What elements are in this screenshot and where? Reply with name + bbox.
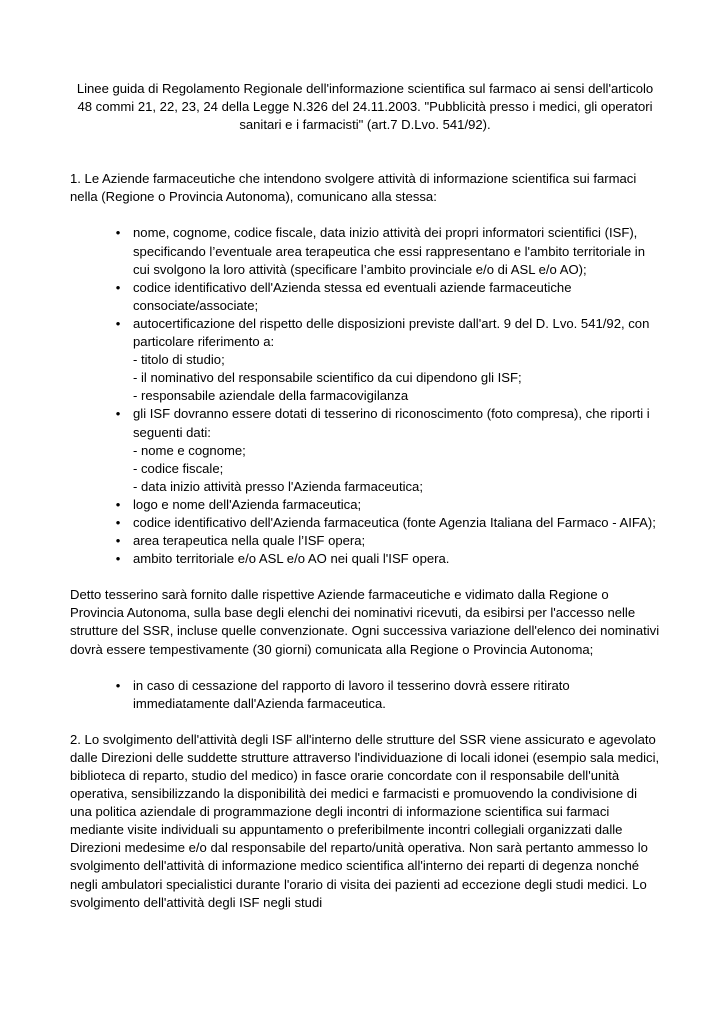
document-body [70, 80, 660, 912]
list-item-text: logo e nome dell'Azienda farmaceutica; [133, 496, 362, 512]
document-title: Linee guida di Regolamento Regionale dell'informazione scientifica sul farmaco ai sensi dell'articolo 48 commi 21, 22, 23, 24 della Legge N.326 del 24.11.2003. "Pubblicità presso i medici, gli operatori sanitari e i farmacisti" (art.7 D.Lvo. 541/92). [76, 81, 654, 133]
list-item [115, 224, 660, 278]
list-item [115, 532, 660, 550]
bullet-icon: • [115, 496, 121, 512]
list-item-text: codice identificativo dell'Azienda farmaceutica (fonte Agenzia Italiana del Farmaco - AIFA); [133, 514, 656, 530]
bullet-icon: • [115, 225, 121, 241]
list-item [115, 550, 660, 568]
bullet-icon: • [115, 551, 121, 567]
list-item [115, 677, 660, 713]
tesserino-paragraph: Detto tesserino sarà fornito dalle rispettive Aziende farmaceutiche e vidimato dalla Regione o Provincia Autonoma, sulla base degli elenchi dei nominativi ricevuti, da esibirsi per l'accesso nelle strutture del SSR, incluse quelle convenzionate. Ogni successiva variazione dell'elenco dei nominativi dovrà essere tempestivamente (30 giorni) comunicata alla Regione o Provincia Autonoma; [70, 587, 660, 657]
list-item-text: codice identificativo dell'Azienda stessa ed eventuali aziende farmaceutiche consociate/associate; [133, 279, 572, 313]
requirements-list [70, 224, 660, 568]
list-item [115, 514, 660, 532]
bullet-icon: • [115, 406, 121, 422]
list-sub-item: - responsabile aziendale della farmacovigilanza [133, 388, 409, 404]
list-sub-item: - codice fiscale; [133, 460, 224, 476]
bullet-icon: • [115, 514, 121, 530]
list-item-text: autocertificazione del rispetto delle disposizioni previste dall'art. 9 del D. Lvo. 541/92, con particolare riferimento a: [133, 315, 650, 350]
bullet-icon: • [115, 279, 121, 295]
list-item [115, 315, 660, 405]
list-item-text: area terapeutica nella quale l’ISF opera; [133, 533, 366, 549]
cessation-list [70, 677, 660, 713]
list-item-text: gli ISF dovranno essere dotati di tesserino di riconoscimento (foto compresa), che riporti i seguenti dati: [133, 406, 650, 440]
list-item-text: ambito territoriale e/o ASL e/o AO nei quali l'ISF opera. [133, 551, 450, 567]
bullet-icon: • [115, 315, 121, 331]
list-sub-item: - titolo di studio; [133, 352, 225, 368]
list-sub-item: - il nominativo del responsabile scientifico da cui dipendono gli ISF; [133, 370, 522, 386]
section-1-intro: 1. Le Aziende farmaceutiche che intendono svolgere attività di informazione scientifica sui farmaci nella (Regione o Provincia Autonoma), comunicano alla stessa: [70, 171, 637, 205]
section-2-paragraph: 2. Lo svolgimento dell'attività degli ISF all'interno delle strutture del SSR viene assicurato e agevolato dalle Direzioni delle suddette strutture attraverso l'individuazione di locali idonei (esempio sala medici, biblioteca di reparto, studio del medico) in fasce orarie concordate con il responsabile dell'unità operativa, sensibilizzando la disponibilità dei medici e farmacisti e promuovendo la condivisione di una politica aziendale di programmazione degli incontri di informazione scientifica sui farmaci mediante visite individuali su appuntamento o preferibilmente incontri collegiali organizzati dalle Direzioni medesime e/o dal responsabile del reparto/unità operativa. Non sarà pertanto ammesso lo svolgimento dell'attività di informazione medico scientifica all'interno dei reparti di degenza nonché negli ambulatori specialistici durante l'orario di visita dei pazienti ad eccezione degli studi medici. Lo svolgimento dell'attività degli ISF negli studi [70, 731, 660, 910]
list-item-text: in caso di cessazione del rapporto di lavoro il tesserino dovrà essere ritirato immediatamente dall'Azienda farmaceutica. [133, 677, 570, 711]
list-sub-item: - nome e cognome; [133, 442, 246, 458]
list-item-text: nome, cognome, codice fiscale, data inizio attività dei propri informatori scientifici (ISF), specificando l’eventuale area terapeutica che essi rappresentano e l'ambito territoriale in cui svolgono la loro attività (specificare l’ambito provinciale e/o di ASL e/o AO); [133, 225, 645, 277]
list-sub-item: - data inizio attività presso l'Azienda farmaceutica; [133, 478, 423, 494]
list-item [115, 279, 660, 315]
list-item [115, 405, 660, 495]
bullet-icon: • [115, 677, 121, 693]
bullet-icon: • [115, 533, 121, 549]
list-item [115, 496, 660, 514]
